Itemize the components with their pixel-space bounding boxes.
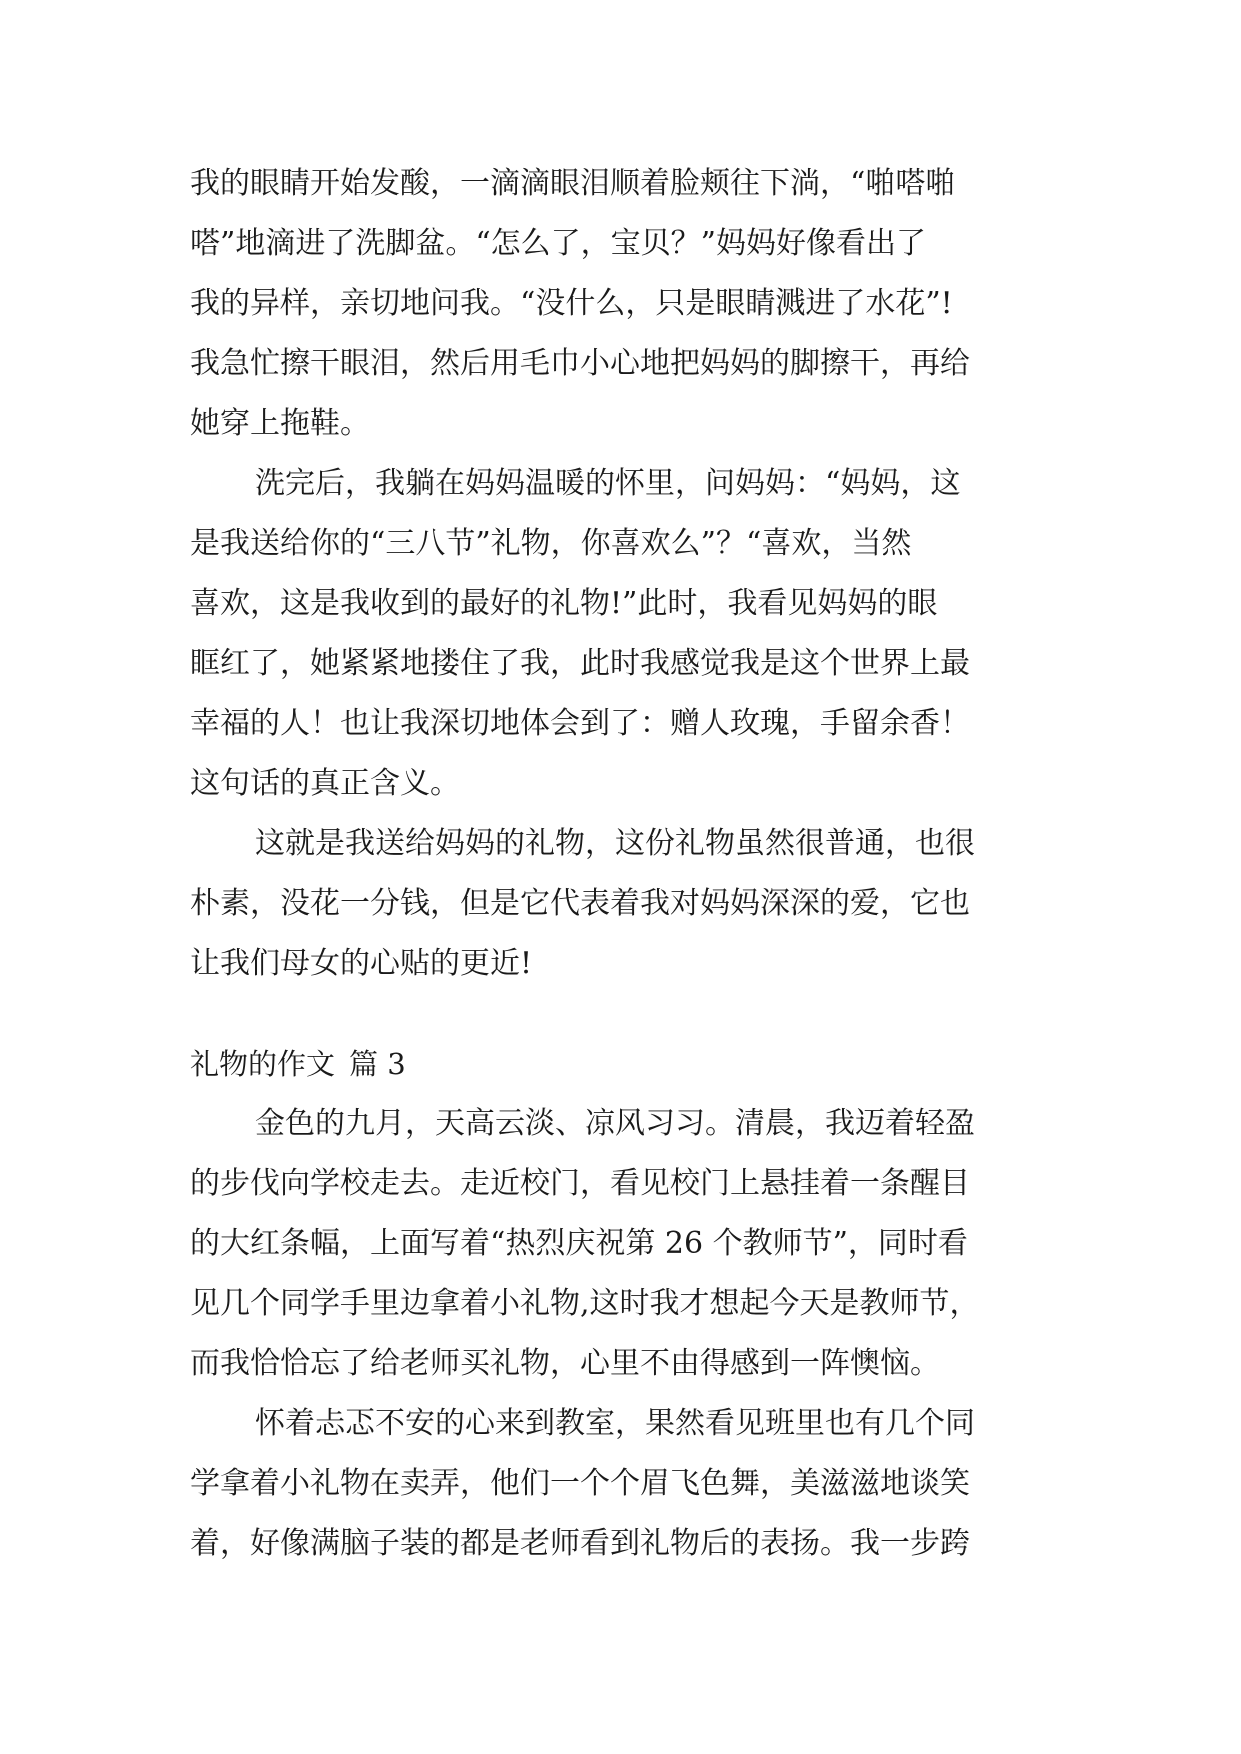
text-line: 这句话的真正含义。 [190, 766, 460, 801]
text-line: 的大红条幅，上面写着“热烈庆祝第 26 个教师节”，同时看 [190, 1226, 968, 1261]
text-line: 而我恰恰忘了给老师买礼物，心里不由得感到一阵懊恼。 [190, 1346, 940, 1381]
text-line: 眶红了，她紧紧地搂住了我，此时我感觉我是这个世界上最 [190, 646, 970, 681]
text-line: 是我送给你的“三八节”礼物，你喜欢么”？“喜欢，当然 [190, 526, 912, 561]
text-line: 的步伐向学校走去。走近校门，看见校门上悬挂着一条醒目 [190, 1166, 970, 1201]
text-line: 洗完后，我躺在妈妈温暖的怀里，问妈妈：“妈妈，这 [255, 466, 961, 501]
text-line: 见几个同学手里边拿着小礼物,这时我才想起今天是教师节， [190, 1286, 980, 1321]
text-line: 金色的九月，天高云淡、凉风习习。清晨，我迈着轻盈 [255, 1106, 975, 1141]
section-heading-number: 篇 3 [349, 1047, 406, 1081]
text-line: 我的异样，亲切地问我。“没什么，只是眼睛溅进了水花”! [190, 286, 953, 321]
section-heading-title: 礼物的作文 [190, 1047, 336, 1081]
text-line: 嗒”地滴进了洗脚盆。“怎么了，宝贝？”妈妈好像看出了 [190, 226, 927, 261]
text-line: 着，好像满脑子装的都是老师看到礼物后的表扬。我一步跨 [190, 1526, 970, 1561]
text-line: 我急忙擦干眼泪，然后用毛巾小心地把妈妈的脚擦干，再给 [190, 346, 970, 381]
text-line: 怀着忐忑不安的心来到教室，果然看见班里也有几个同 [255, 1406, 975, 1441]
section-heading [190, 1044, 406, 1084]
text-line: 学拿着小礼物在卖弄，他们一个个眉飞色舞，美滋滋地谈笑 [190, 1466, 970, 1501]
text-line: 她穿上拖鞋。 [190, 406, 370, 441]
text-line: 让我们母女的心贴的更近! [190, 946, 533, 981]
text-line: 这就是我送给妈妈的礼物，这份礼物虽然很普通，也很 [255, 826, 975, 861]
text-line: 喜欢，这是我收到的最好的礼物!”此时，我看见妈妈的眼 [190, 586, 938, 621]
text-line: 朴素，没花一分钱，但是它代表着我对妈妈深深的爱，它也 [190, 886, 970, 921]
text-line: 幸福的人！也让我深切地体会到了：赠人玫瑰，手留余香！ [190, 706, 970, 741]
text-line: 我的眼睛开始发酸，一滴滴眼泪顺着脸颊往下淌，“啪嗒啪 [190, 166, 956, 201]
